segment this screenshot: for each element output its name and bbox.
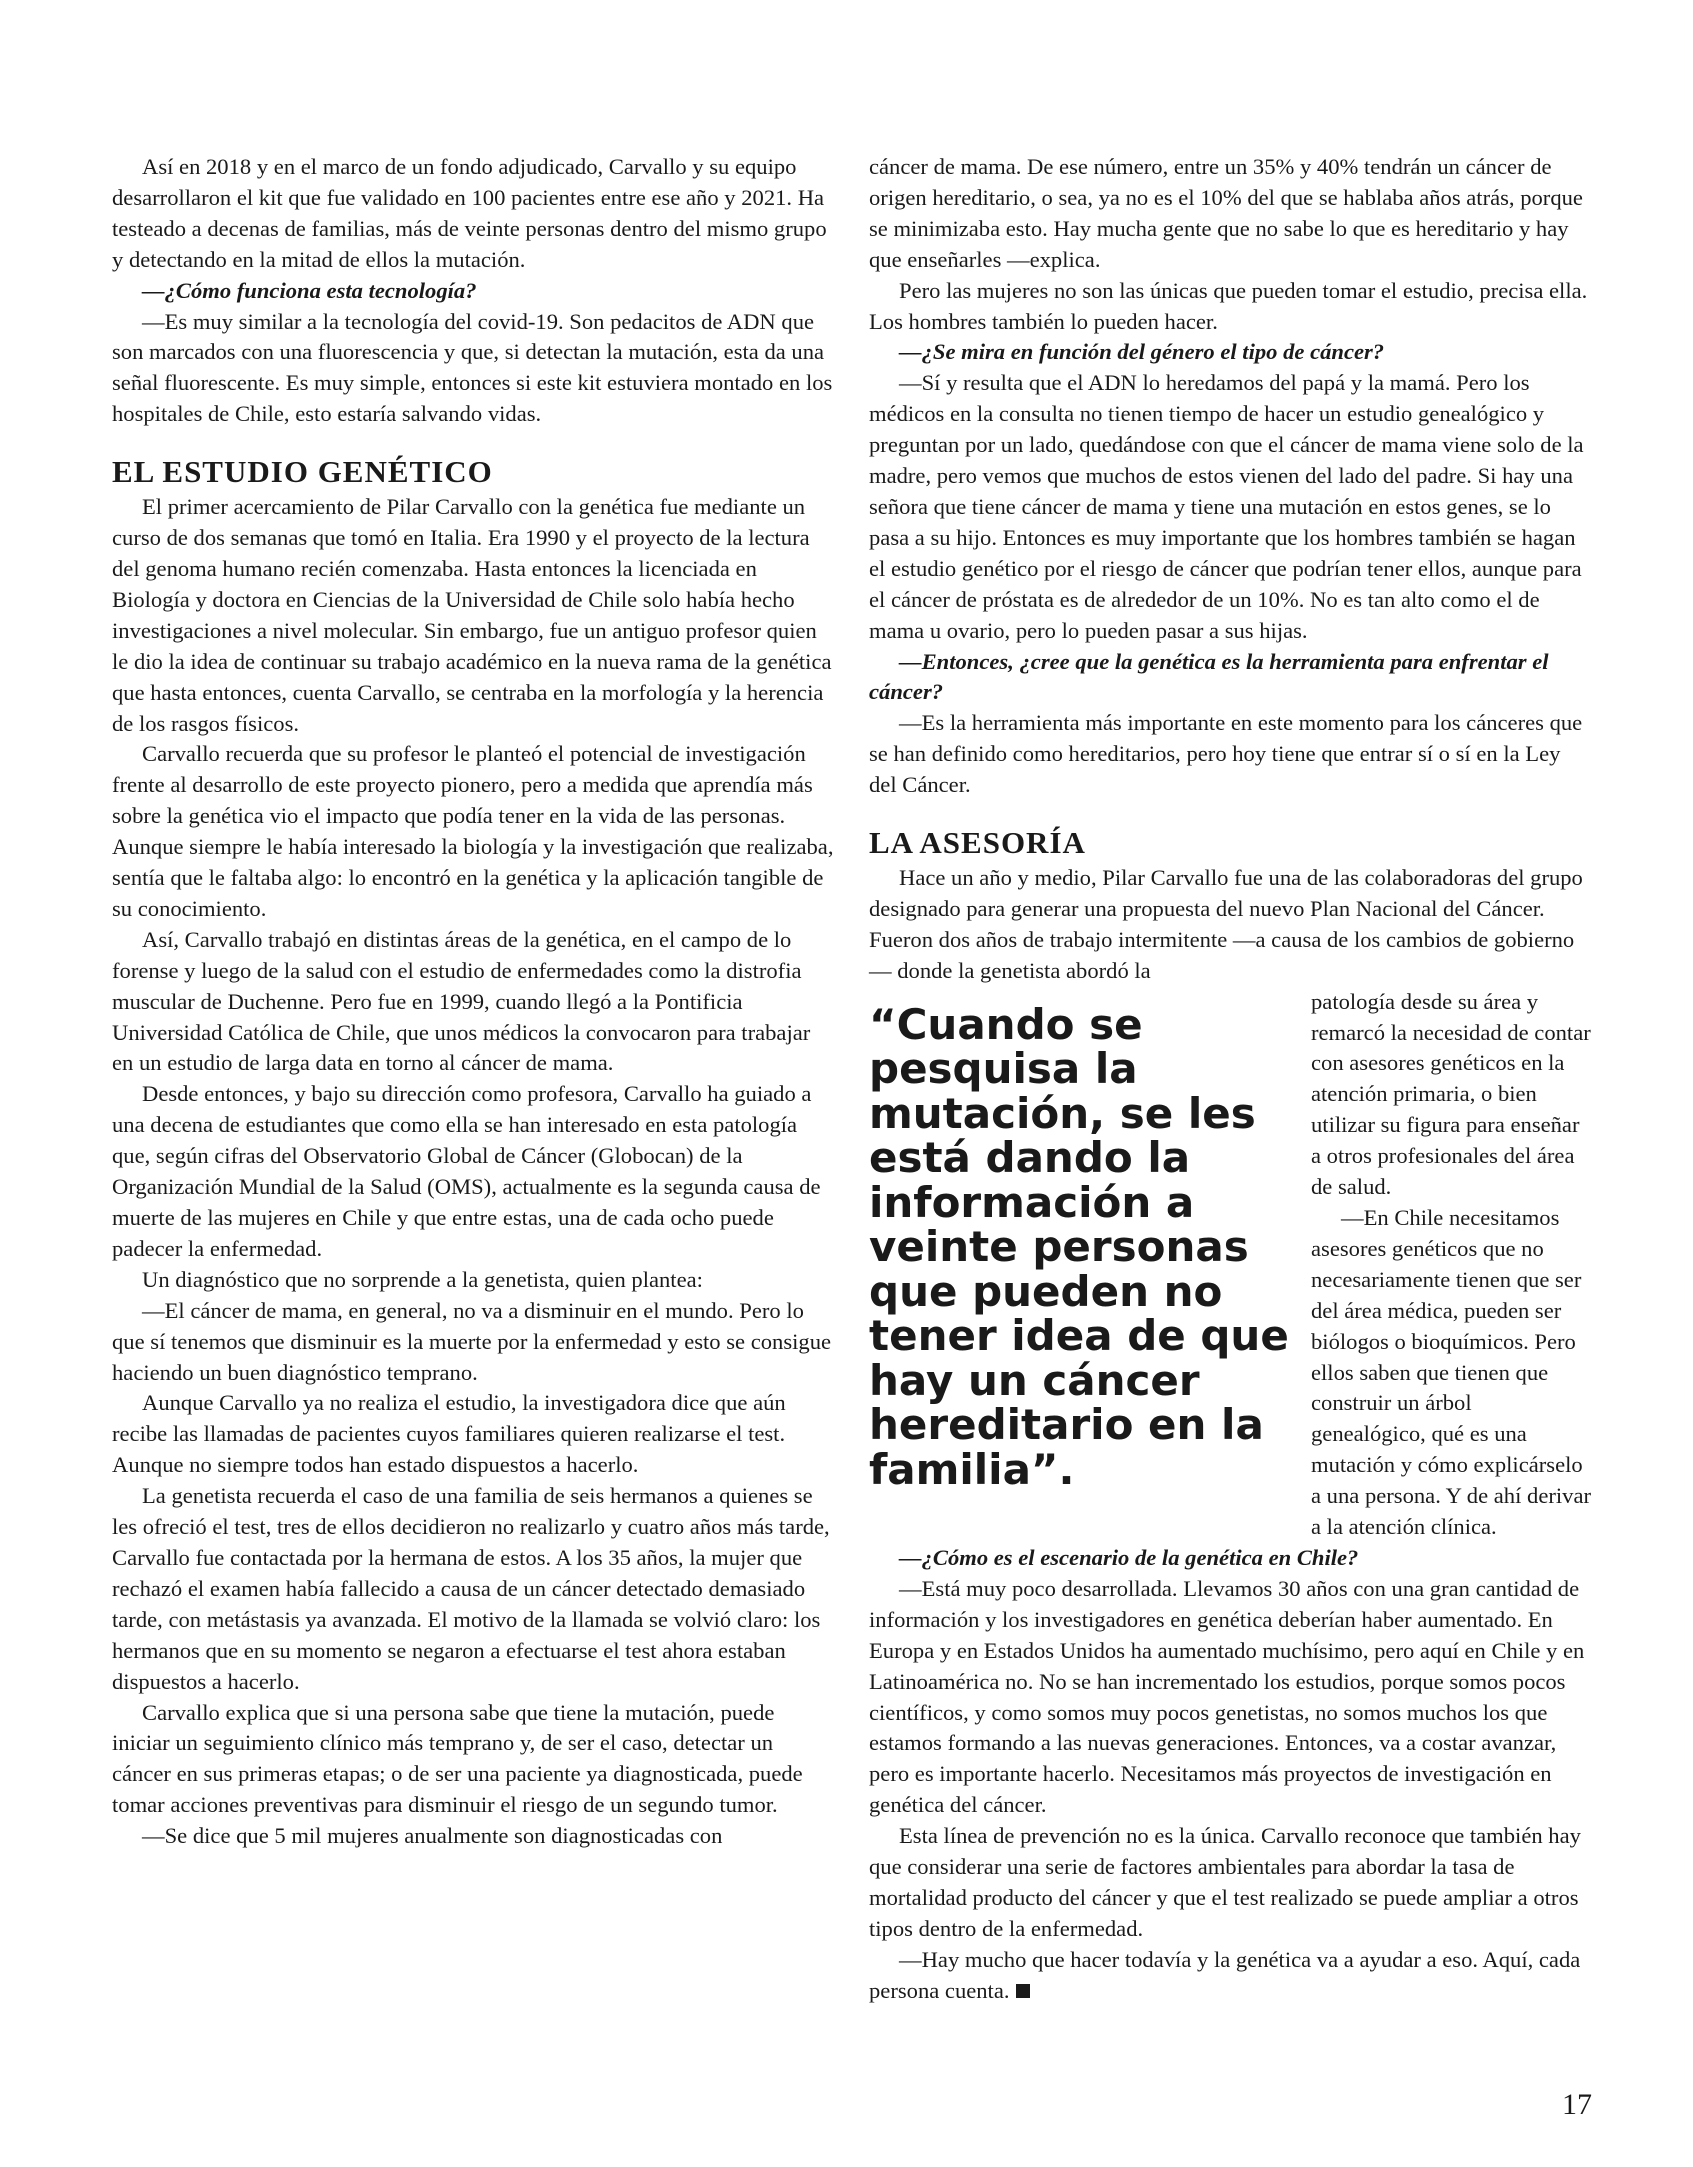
paragraph: El primer acercamiento de Pilar Carvallo con la genética fue mediante un curso de dos semanas que tomó en Italia. Era 1990 y el proyecto de la lectura del genoma humano recién comenzaba. Hasta entonces la licenciada en Biología y doctora en Ciencias de la Universidad de Chile solo había hecho investigaciones a nivel molecular. Sin embargo, fue un antiguo profesor quien le dio la idea de continuar su trabajo académico en la nueva rama de la genética que hasta entonces, cuenta Carvallo, se centraba en la morfología y la herencia de los rasgos físicos. (112, 494, 832, 736)
paragraph: Un diagnóstico que no sorprende a la genetista, quien plantea: (142, 1266, 703, 1292)
section-heading: LA ASESORÍA (869, 825, 1086, 861)
paragraph: Carvallo explica que si una persona sabe que tiene la mutación, puede iniciar un seguimiento clínico más temprano y, de ser el caso, detectar un cáncer en sus primeras etapas; o de ser una paciente ya diagnosticada, puede tomar acciones preventivas para disminuir el riesgo de un segundo tumor. (112, 1699, 803, 1818)
paragraph: Así en 2018 y en el marco de un fondo adjudicado, Carvallo y su equipo desarrollaron el kit que fue validado en 100 pacientes entre ese año y 2021. Ha testeado a decenas de familias, más de veinte personas dentro del mismo grupo y detectando en la mitad de ellos la mutación. (112, 154, 827, 272)
paragraph: Pero las mujeres no son las únicas que pueden tomar el estudio, precisa ella. Los hombres también lo pueden hacer. (869, 277, 1588, 334)
section-heading: EL ESTUDIO GENÉTICO (112, 454, 493, 490)
paragraph: patología desde su área y remarcó la necesidad de contar con asesores genéticos en la atención primaria, o bien utilizar su figura para enseñar a otros profesionales del área de salud. (1311, 988, 1591, 1200)
left-column (112, 152, 834, 1852)
page-number: 17 (1562, 2088, 1592, 2121)
paragraph: —Es la herramienta más importante en este momento para los cánceres que se han definido como hereditarios, pero hoy tiene que entrar sí o sí en la Ley del Cáncer. (869, 710, 1583, 798)
paragraph: Desde entonces, y bajo su dirección como profesora, Carvallo ha guiado a una decena de estudiantes que como ella se han interesado en esta patología que, según cifras del Observatorio Global de Cáncer (Globocan) de la Organización Mundial de la Salud (OMS), actualmente es la segunda causa de muerte de las mujeres en Chile y que entre estas, una de cada ocho puede padecer la enfermedad. (112, 1081, 821, 1261)
pull-quote: “Cuando se pesquisa la mutación, se les está dando la información a veinte personas que pueden no tener idea de que hay un cáncer hereditario en la familia”. (869, 999, 1289, 1494)
paragraph: —En Chile necesitamos asesores genéticos que no necesariamente tienen que ser del área médica, pueden ser biólogos o bioquímicos. Pero ellos saben que tienen que construir un árbol genealógico, qué es una mutación y cómo explicárselo a una persona. Y de ahí derivar a la atención clínica. (1311, 1205, 1591, 1540)
interview-question: —¿Cómo funciona esta tecnología? (142, 277, 477, 303)
paragraph: —Sí y resulta que el ADN lo heredamos del papá y la mamá. Pero los médicos en la consulta no tienen tiempo de hacer un estudio genealógico y preguntan por un lado, quedándose con que el cáncer de mama viene solo de la madre, pero vemos que muchos de estos vienen del lado del padre. Si hay una señora que tiene cáncer de mama y tiene una mutación en estos genes, se lo pasa a su hijo. Entonces es muy importante que los hombres también se hagan el estudio genético por el riesgo de cáncer que podrían tener ellos, aunque para el cáncer de próstata es de alrededor de un 10%. No es tan alto como el de mama u ovario, pero lo pueden pasar a sus hijas. (869, 370, 1584, 643)
closing-paragraph (869, 1945, 1591, 2007)
paragraph: Hace un año y medio, Pilar Carvallo fue una de las colaboradoras del grupo designado para generar una propuesta del nuevo Plan Nacional del Cáncer. Fueron dos años de trabajo intermitente —a causa de los cambios de gobierno— donde la genetista abordó la (869, 865, 1583, 983)
paragraph: Carvallo recuerda que su profesor le planteó el potencial de investigación frente al desarrollo de este proyecto pionero, pero a medida que aprendía más sobre la genética vio el impacto que podía tener en la vida de las personas. Aunque siempre le había interesado la biología y la investigación que realizaba, sentía que le faltaba algo: lo encontró en la genética y la aplicación tangible de su conocimiento. (112, 741, 834, 921)
paragraph: —Se dice que 5 mil mujeres anualmente son diagnosticadas con (142, 1823, 723, 1849)
paragraph: Aunque Carvallo ya no realiza el estudio, la investigadora dice que aún recibe las llamadas de pacientes cuyos familiares quieren realizarse el test. Aunque no siempre todos han estado dispuestos a hacerlo. (112, 1390, 786, 1478)
pullquote-row (869, 987, 1591, 1543)
paragraph: —El cáncer de mama, en general, no va a disminuir en el mundo. Pero lo que sí tenemos que disminuir es la muerte por la enfermedad y esto se consigue haciendo un buen diagnóstico temprano. (112, 1297, 832, 1385)
interview-question: —¿Cómo es el escenario de la genética en Chile? (899, 1544, 1359, 1570)
interview-question: —¿Se mira en función del género el tipo de cáncer? (899, 339, 1385, 365)
paragraph: —Está muy poco desarrollada. Llevamos 30 años con una gran cantidad de información y los investigadores en genética deberían haber aumentado. En Europa y en Estados Unidos ha aumentado muchísimo, pero aquí en Chile y en Latinoamérica no. No se han incrementado los estudios, porque somos pocos científicos, y como somos muy pocos genetistas, no somos muchos los que estamos formando a las nuevas generaciones. Entonces, va a costar avanzar, pero es importante hacerlo. Necesitamos más proyectos de investigación en genética del cáncer. (869, 1575, 1585, 1818)
paragraph: —Es muy similar a la tecnología del covid-19. Son pedacitos de ADN que son marcados con una fluorescencia y que, si detectan la mutación, esta da una señal fluorescente. Es muy simple, entonces si este kit estuviera montado en los hospitales de Chile, esto estaría salvando vidas. (112, 308, 833, 427)
right-column (869, 152, 1591, 2007)
paragraph: La genetista recuerda el caso de una familia de seis hermanos a quienes se les ofreció el test, tres de ellos decidieron no realizarlo y cuatro años más tarde, Carvallo fue contactada por la hermana de estos. A los 35 años, la mujer que rechazó el examen había fallecido a causa de un cáncer detectado demasiado tarde, con metástasis ya avanzada. El motivo de la llamada se volvió claro: los hermanos que en su momento se negaron a efectuarse el test ahora estaban dispuestos a hacerlo. (112, 1483, 830, 1694)
paragraph: cáncer de mama. De ese número, entre un 35% y 40% tendrán un cáncer de origen hereditario, o sea, ya no es el 10% del que se hablaba años atrás, porque se minimizaba esto. Hay mucha gente que no sabe lo que es hereditario y hay que enseñarles —explica. (869, 154, 1583, 272)
interview-question: —Entonces, ¿cree que la genética es la herramienta para enfrentar el cáncer? (869, 648, 1549, 705)
side-text (1311, 987, 1591, 1543)
end-mark-icon (1016, 1984, 1030, 1998)
paragraph: Esta línea de prevención no es la única. Carvallo reconoce que también hay que considerar una serie de factores ambientales para abordar la tasa de mortalidad producto del cáncer y que el test realizado se puede ampliar a otros tipos dentro de la enfermedad. (869, 1823, 1581, 1941)
closing-text: —Hay mucho que hacer todavía y la genética va a ayudar a eso. Aquí, cada persona cuenta. (869, 1946, 1581, 2003)
paragraph: Así, Carvallo trabajó en distintas áreas de la genética, en el campo de lo forense y luego de la salud con el estudio de enfermedades como la distrofia muscular de Duchenne. Pero fue en 1999, cuando llegó a la Pontificia Universidad Católica de Chile, que unos médicos la convocaron para trabajar en un estudio de larga data en torno al cáncer de mama. (112, 926, 811, 1076)
